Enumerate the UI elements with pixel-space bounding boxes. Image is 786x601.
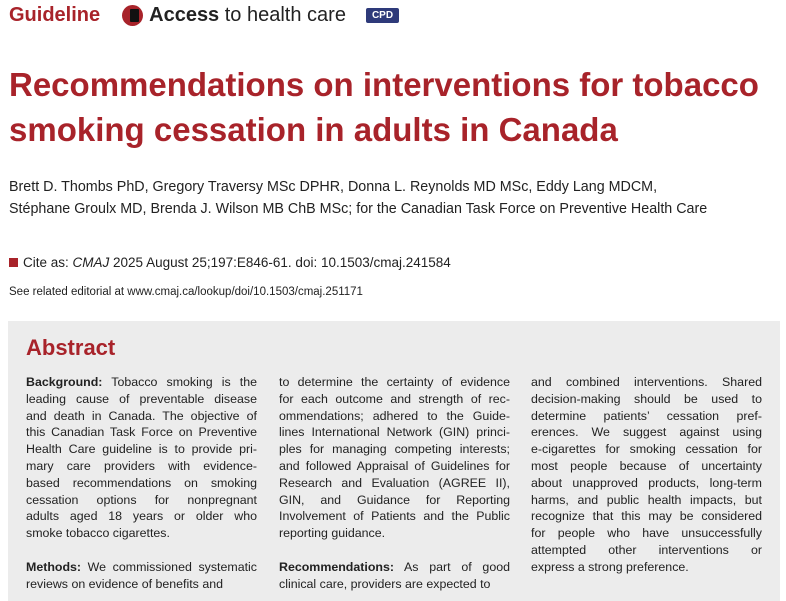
author-list (9, 176, 707, 220)
line-text: erences. We suggest against using (531, 425, 762, 440)
abstract-line (279, 441, 510, 458)
line-text: clinical care, providers are expected to (279, 576, 491, 591)
abstract-line (26, 458, 257, 475)
line-text: and combined interventions. Shared (531, 375, 762, 389)
line-text: express a strong preference. (531, 559, 689, 574)
abstract-line (279, 408, 510, 425)
access-door-icon (122, 5, 143, 26)
abstract-line (26, 408, 257, 425)
abstract-line (531, 542, 762, 559)
access-rest: to health care (219, 3, 346, 26)
line-text: recognize that this may be considered (531, 509, 762, 524)
cite-journal: CMAJ (72, 255, 110, 270)
line-text: ommendations; adhered to the Guide- (279, 408, 510, 423)
abstract-line (26, 508, 257, 525)
abstract-line (279, 559, 510, 576)
line-text: Research and Evaluation (AGREE II), (279, 475, 510, 490)
abstract-line (26, 424, 257, 441)
paragraph-heading: Recommendations: (279, 559, 394, 574)
line-text: most people because of uncertainty (531, 458, 762, 473)
line-text: to determine the certainty of evidence (279, 375, 510, 389)
line-text: and death in Canada. The objective of (26, 408, 257, 423)
abstract-column (279, 374, 510, 592)
line-text: attempted other interventions or (531, 542, 762, 557)
access-label (149, 4, 346, 27)
abstract-line (531, 408, 762, 425)
line-text: for people who have unsuccessfully (531, 526, 762, 541)
abstract-line (26, 391, 257, 408)
abstract-line (531, 391, 762, 408)
abstract-column (26, 374, 257, 592)
line-text: As part of good (393, 559, 510, 574)
abstract-line (279, 391, 510, 408)
abstract-line (531, 424, 762, 441)
line-text: cessation options for nonpregnant (26, 492, 257, 507)
citation (9, 255, 451, 270)
abstract-line (26, 374, 257, 391)
abstract-line (26, 576, 257, 593)
paragraph-heading: Methods: (26, 559, 82, 574)
abstract-line (26, 525, 257, 542)
authors-line: Stéphane Groulx MD, Brenda J. Wilson MB ChB MSc; for the Canadian Task Force on Preventive Health Care (9, 201, 708, 217)
line-text: Health Care guideline is to provide pri- (26, 442, 257, 457)
cite-label: Cite as: (23, 255, 73, 270)
abstract-line (279, 424, 510, 441)
abstract-line (26, 559, 257, 576)
line-text: this Canadian Task Force on Preventive (26, 425, 257, 440)
abstract-column (531, 374, 762, 576)
article-title (9, 62, 784, 152)
line-text: lines International Network (GIN) princi- (279, 425, 510, 440)
line-text: harms, and public health impacts, but (531, 492, 762, 507)
abstract-line (279, 576, 510, 593)
line-text: adults aged 18 years or older who (26, 509, 257, 524)
line-text: for each outcome and strength of rec- (279, 391, 510, 406)
abstract-line (279, 475, 510, 492)
title-line: Recommendations on interventions for tobacco (9, 66, 759, 103)
cite-details: 2025 August 25;197:E846-61. doi: 10.1503/cmaj.241584 (109, 255, 451, 270)
abstract-line (279, 374, 510, 391)
abstract-line (279, 492, 510, 509)
line-text: determine patients’ cessation pref- (531, 408, 762, 423)
abstract-heading: Abstract (26, 335, 116, 360)
access-bold: Access (149, 3, 220, 26)
square-bullet-icon (9, 258, 18, 267)
abstract-line (279, 458, 510, 475)
line-text: decision-making should be used to (531, 391, 762, 406)
section-label: Guideline (9, 3, 101, 26)
abstract-line (531, 559, 762, 576)
cpd-badge: CPD (366, 8, 399, 23)
title-line: smoking cessation in adults in Canada (9, 111, 618, 148)
line-text: We commissioned systematic (81, 559, 257, 574)
line-text: smoke tobacco cigarettes. (26, 526, 170, 541)
line-text: reviews on evidence of benefits and (26, 576, 223, 591)
journal-header (9, 2, 399, 28)
abstract-line (26, 441, 257, 458)
related-editorial-link[interactable]: See related editorial at www.cmaj.ca/lookup/doi/10.1503/cmaj.251171 (9, 286, 363, 298)
abstract-line (531, 508, 762, 525)
line-text: e-cigarettes for smoking cessation for (531, 442, 762, 457)
line-text: GIN, and Guidance for Reporting (279, 492, 510, 507)
abstract-line (531, 475, 762, 492)
line-text: ples for managing competing interests; (279, 442, 510, 457)
abstract-line (531, 525, 762, 542)
line-text: and followed Appraisal of Guidelines for (279, 458, 510, 473)
abstract-line (531, 374, 762, 391)
abstract-line (26, 475, 257, 492)
paragraph-heading: Background: (26, 375, 103, 389)
abstract-line (279, 525, 510, 542)
abstract-line (279, 508, 510, 525)
abstract-line (531, 441, 762, 458)
line-text: leading cause of preventable disease (26, 391, 257, 406)
line-text: based recommendations on smoking (26, 475, 257, 490)
authors-line: Brett D. Thombs PhD, Gregory Traversy MSc DPHR, Donna L. Reynolds MD MSc, Eddy Lang MDCM, (9, 179, 658, 195)
line-text: about unapproved products, long-term (531, 475, 762, 490)
abstract-line (531, 458, 762, 475)
abstract-line (531, 492, 762, 509)
abstract-box (8, 321, 780, 601)
abstract-line (26, 492, 257, 509)
line-text: reporting guidance. (279, 526, 386, 541)
line-text: Tobacco smoking is the (102, 375, 257, 389)
line-text: mary care providers with evidence- (26, 458, 257, 473)
line-text: Involvement of Patients and the Public (279, 509, 510, 524)
